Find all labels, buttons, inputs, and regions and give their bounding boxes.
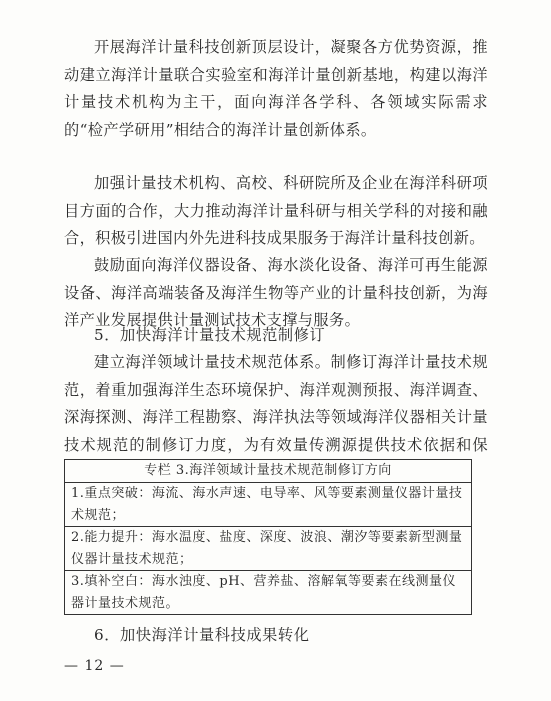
column-box-item: 1.重点突破：海流、海水声速、电导率、风等要素测量仪器计量技术规范； [65,483,471,527]
section-5-heading: 5．加快海洋计量技术规范制修订 [94,326,326,344]
page-number: — 12 — [64,658,125,674]
column-box-item: 3.填补空白：海水浊度、pH、营养盐、溶解氧等要素在线测量仪器计量技术规范。 [71,574,457,611]
paragraph-cooperation: 加强计量技术机构、高校、科研院所及企业在海洋科研项目方面的合作，大力推动海洋计量科研与相关学科的对接和融合，积极引进国内外先进科技成果服务于海洋计量科技创新。 [64,174,488,247]
section-5-paragraph: 建立海洋领域计量技术规范体系。制修订海洋计量技术规范，着重加强海洋生态环境保护、海洋观测预报、海洋调查、深海探测、海洋工程勘察、海洋执法等领域海洋仪器相关计量技术规范的制修订力度，为有效量传溯源提供技术依据和保 [64,353,488,454]
column-box-title: 专栏 3.海洋领域计量技术规范制修订方向 [65,460,471,483]
paragraph-innovation-system: 开展海洋计量科技创新顶层设计，凝聚各方优势资源，推动建立海洋计量联合实验室和海洋计量创新基地，构建以海洋计量技术机构为主干，面向海洋各学科、各领域实际需求的“检产学研用”相结合的海洋计量创新体系。 [64,38,488,139]
column-box [64,459,472,615]
section-6-heading: 6．加快海洋计量科技成果转化 [94,626,310,644]
column-box-item: 2.能力提升：海水温度、盐度、深度、波浪、潮汐等要素新型测量仪器计量技术规范； [65,527,471,571]
paragraph-encourage-innovation: 鼓励面向海洋仪器设备、海水淡化设备、海洋可再生能源设备、海洋高端装备及海洋生物等产业的计量科技创新，为海洋产业发展提供计量测试技术支撑与服务。 [64,256,488,329]
